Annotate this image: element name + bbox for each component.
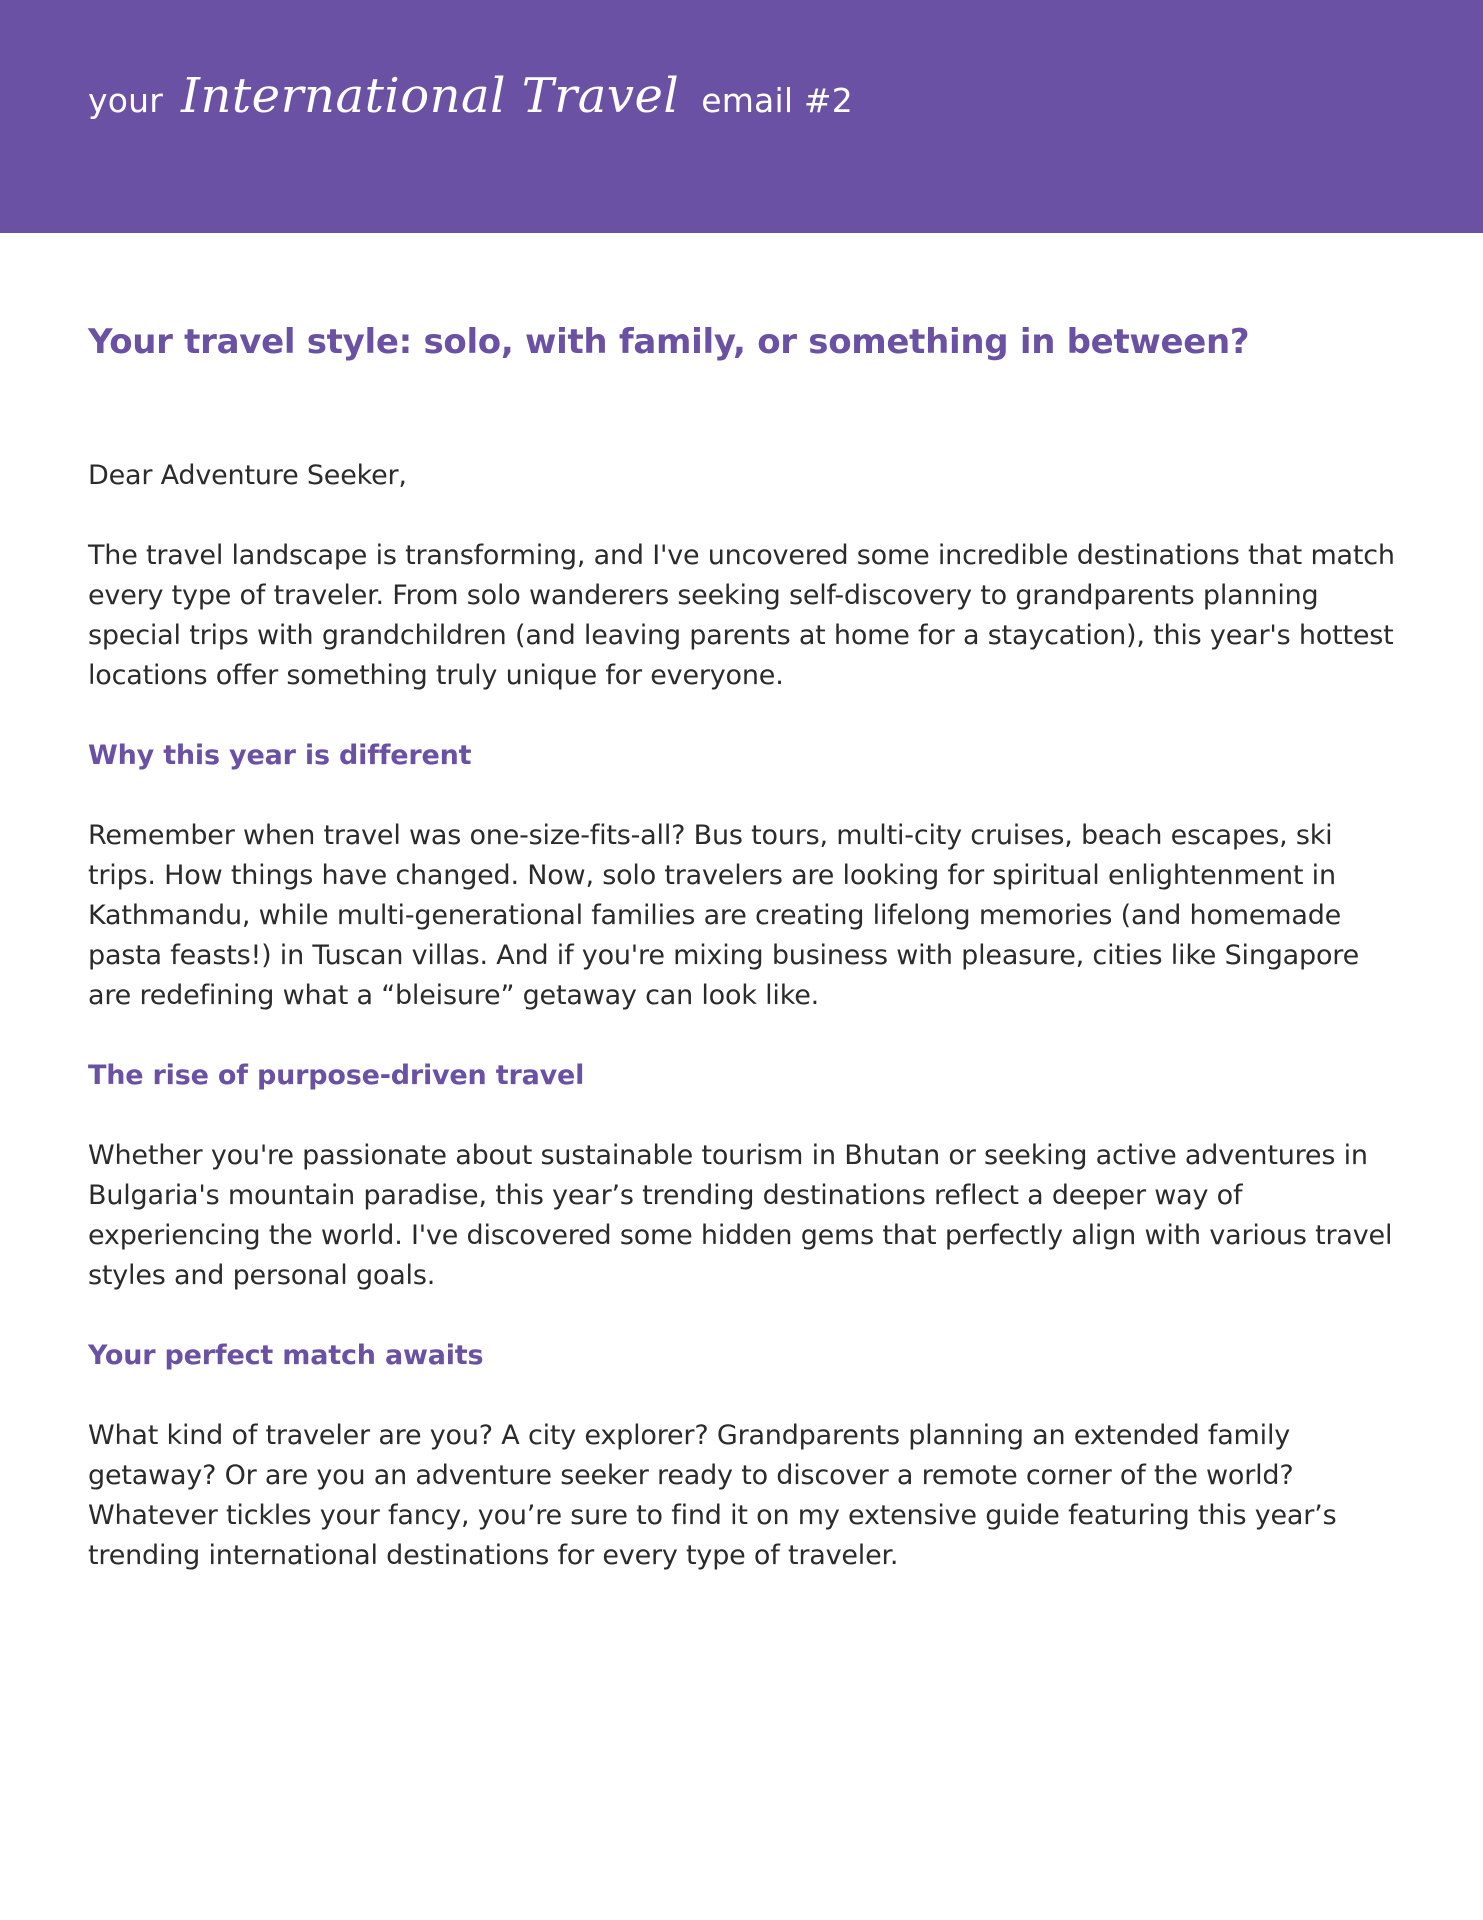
section-body-why-different: Remember when travel was one-size-fits-all? Bus tours, multi-city cruises, beach escapes, ski trips. How things have changed. Now, solo travelers are looking for spiritual enlightenment in Kathmandu, while multi-generational families are creating lifelong memories (and homemade pasta feasts!) in Tuscan villas. And if you're mixing business with pleasure, cities like Singapore are redefining what a “bleisure” getaway can look like. — [88, 820, 1360, 1011]
header-suffix: email #2 — [701, 81, 853, 120]
section-body-perfect-match: What kind of traveler are you? A city explorer? Grandparents planning an extended family getaway? Or are you an adventure seeker ready to discover a remote corner of the world? Whatever tickles your fancy, you’re sure to find it on my extensive guide featuring this year’s trending international destinations for every type of traveler. — [88, 1420, 1337, 1571]
section-body-purpose-driven: Whether you're passionate about sustainable tourism in Bhutan or seeking active adventures in Bulgaria's mountain paradise, this year’s trending destinations reflect a deeper way of experiencing the world. I've discovered some hidden gems that perfectly align with various travel styles and personal goals. — [88, 1140, 1393, 1291]
intro-paragraph: The travel landscape is transforming, and I've uncovered some incredible destinations that match every type of traveler. From solo wanderers seeking self-discovery to grandparents planning special trips with grandchildren (and leaving parents at home for a staycation), this year's hottest locations offer something truly unique for everyone. — [88, 540, 1395, 691]
main-heading: Your travel style: solo, with family, or something in between? — [88, 322, 1250, 362]
section-heading-why-different: Why this year is different — [88, 740, 472, 771]
header-title — [88, 68, 853, 128]
greeting: Dear Adventure Seeker, — [88, 460, 407, 491]
header-banner — [0, 0, 1483, 233]
section-heading-purpose-driven: The rise of purpose-driven travel — [88, 1060, 585, 1091]
header-prefix: your — [88, 81, 164, 120]
header-script-title: International Travel — [181, 68, 680, 124]
email-content — [88, 320, 1408, 1576]
section-heading-perfect-match: Your perfect match awaits — [88, 1340, 484, 1371]
